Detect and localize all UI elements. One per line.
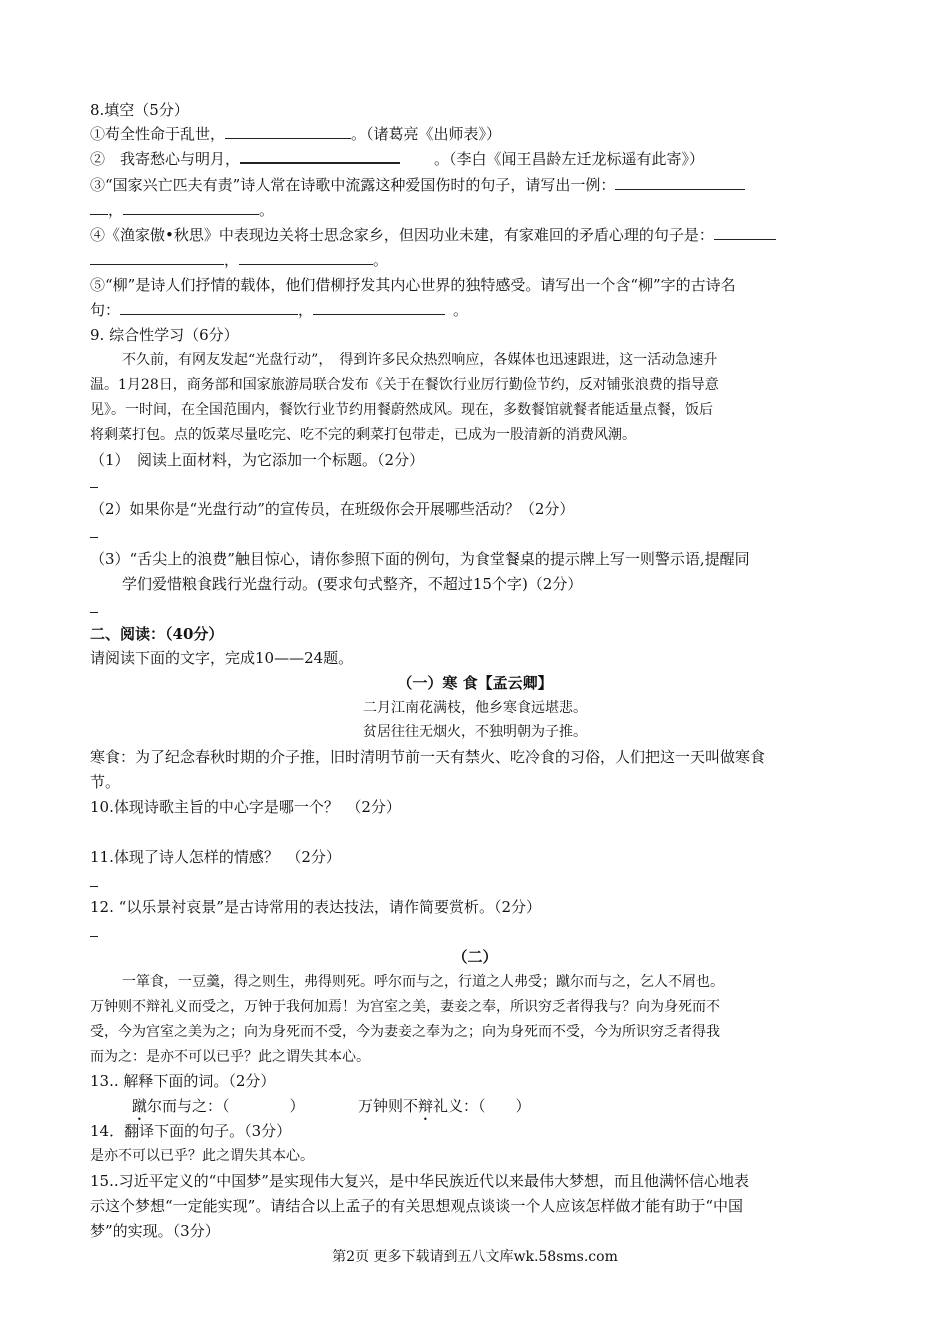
q8-line1 xyxy=(90,122,501,146)
classical-text-line: 而为之：是亦不可以已乎？此之谓失其本心。 xyxy=(90,1049,370,1065)
q8-line5: ⑤“柳”是诗人们抒情的载体，他们借柳抒发其内心世界的独特感受。请写出一个含“柳”字的古诗名 xyxy=(90,276,736,294)
q13b-pre: 万钟则不 xyxy=(358,1097,419,1115)
poem-note: 寒食：为了纪念春秋时期的介子推，旧时清明节前一天有禁火、吃冷食的习俗，人们把这一天叫做寒食 xyxy=(90,748,766,766)
q15: 15..习近平定义的“中国梦”是实现伟大复兴，是中华民族近代以来最伟大梦想，而且他满怀信心地表 xyxy=(90,1172,749,1190)
classical-text-line: 受，今为宫室之美为之；向为身死而不受，今为妻妾之奉为之；向为身死而不受，今为所识穷乏者得我 xyxy=(90,1024,720,1040)
separator: ， xyxy=(224,251,240,269)
answer-line[interactable] xyxy=(90,886,98,887)
q9-title: 9. 综合性学习（6分） xyxy=(90,326,239,344)
q13a-post[interactable]: 尔而与之：（ ） xyxy=(147,1097,305,1115)
answer-blank[interactable] xyxy=(239,249,373,265)
separator: ， xyxy=(108,201,124,219)
q9-sub3: （3）“舌尖上的浪费”触目惊心，请你参照下面的例句，为食堂餐桌的提示牌上写一则警示语,提醒同 xyxy=(90,550,750,568)
q14-sentence: 是亦不可以已乎？此之谓失其本心。 xyxy=(90,1148,314,1164)
q14: 14．翻译下面的句子。（3分） xyxy=(90,1122,292,1140)
answer-blank[interactable] xyxy=(90,249,224,265)
answer-blank[interactable] xyxy=(90,199,108,215)
q8-line1-prompt: ①苟全性命于乱世， xyxy=(90,125,226,143)
q9-material-line: 见》。一时间，在全国范围内，餐饮行业节约用餐蔚然成风。现在，多数餐馆就餐者能适量点餐，饭后 xyxy=(90,402,713,418)
answer-blank[interactable] xyxy=(714,224,776,240)
classical-text-line: 万钟则不辩礼义而受之，万钟于我何加焉！为宫室之美，妻妾之奉，所识穷乏者得我与？向为身死而不 xyxy=(90,999,720,1015)
q9-sub1: （1） 阅读上面材料，为它添加一个标题。（2分） xyxy=(90,451,425,469)
q8-line3-prompt: ③“国家兴亡匹夫有责”诗人常在诗歌中流露这种爱国伤时的句子，请写出一例： xyxy=(90,176,616,194)
poem-title: （一）寒 食【孟云卿】 xyxy=(397,674,553,692)
q8-line4 xyxy=(90,223,776,247)
q8-line5-cont xyxy=(90,298,468,322)
q13b-post[interactable]: 礼义：（ ） xyxy=(433,1097,531,1115)
answer-blank[interactable] xyxy=(225,123,351,139)
poem-line: 贫居往往无烟火，不独明朝为子推。 xyxy=(363,724,587,740)
answer-line[interactable] xyxy=(90,612,98,613)
q12: 12. “以乐景衬哀景”是古诗常用的表达技法，请作简要赏析。（2分） xyxy=(90,898,542,916)
q15-cont: 梦”的实现。（3分） xyxy=(90,1222,220,1240)
q9-sub3-cont: 学们爱惜粮食践行光盘行动。(要求句式整齐，不超过15个字)（2分） xyxy=(122,575,583,593)
q8-line1-source: 。（诸葛亮《出师表》） xyxy=(351,125,502,143)
end-mark: 。 xyxy=(259,201,275,219)
line-start: 句： xyxy=(90,301,121,319)
page-footer: 第2页 更多下载请到五八文库wk.58sms.com xyxy=(332,1249,618,1265)
q13-item-b xyxy=(358,1094,531,1124)
dotted-word: 辩 xyxy=(418,1097,434,1115)
q8-line4-cont xyxy=(90,248,388,272)
answer-line[interactable] xyxy=(90,487,98,488)
poem-note-cont: 节。 xyxy=(90,773,121,791)
answer-blank[interactable] xyxy=(615,174,745,190)
q8-line3-cont xyxy=(90,198,274,222)
q11: 11.体现了诗人怎样的情感？ （2分） xyxy=(90,848,341,866)
separator: ， xyxy=(298,301,314,319)
q8-line2-source: 。（李白《闻王昌龄左迁龙标遥有此寄》） xyxy=(434,150,705,168)
q8-title: 8.填空（5分） xyxy=(90,101,189,119)
q8-line3 xyxy=(90,173,745,197)
answer-blank[interactable] xyxy=(123,199,259,215)
q9-material-line: 不久前，有网友发起“光盘行动”， 得到许多民众热烈响应，各媒体也迅速跟进，这一活动急速升 xyxy=(122,352,718,368)
q10: 10.体现诗歌主旨的中心字是哪一个？ （2分） xyxy=(90,798,401,816)
answer-blank[interactable] xyxy=(240,147,400,164)
dotted-word: 蹴 xyxy=(132,1097,148,1115)
answer-blank[interactable] xyxy=(120,299,298,315)
q15-cont: 示这个梦想“一定能实现”。请结合以上孟子的有关思想观点谈谈一个人应该怎样做才能有助于“中国 xyxy=(90,1197,744,1215)
q8-line4-prompt: ④《渔家傲•秋思》中表现边关将士思念家乡，但因功业未建，有家难回的矛盾心理的句子是： xyxy=(90,226,714,244)
answer-line[interactable] xyxy=(90,936,98,937)
end-mark: 。 xyxy=(373,251,389,269)
answer-blank[interactable] xyxy=(313,299,445,315)
poem-line: 二月江南花满枝，他乡寒食远堪悲。 xyxy=(363,700,587,716)
q8-line2 xyxy=(90,147,704,171)
q13: 13.. 解释下面的词。（2分） xyxy=(90,1072,276,1090)
q8-line2-prompt: ② 我寄愁心与明月， xyxy=(90,150,241,168)
q9-material-line: 将剩菜打包。点的饭菜尽量吃完、吃不完的剩菜打包带走，已成为一股清新的消费风潮。 xyxy=(90,427,636,443)
end-mark: 。 xyxy=(453,301,469,319)
q9-material-line: 温。1月28日，商务部和国家旅游局联合发布《关于在餐饮行业厉行勤俭节约，反对铺张浪费的指导意 xyxy=(90,377,719,393)
q9-sub2: （2）如果你是“光盘行动”的宣传员，在班级你会开展哪些活动？（2分） xyxy=(90,500,575,518)
reading-intro: 请阅读下面的文字，完成10——24题。 xyxy=(90,649,354,667)
classical-text-line: 一箪食，一豆羹，得之则生，弗得则死。呼尔而与之，行道之人弗受；蹴尔而与之，乞人不屑也。 xyxy=(122,974,724,990)
section2-title: （二） xyxy=(452,948,498,966)
answer-line[interactable] xyxy=(90,537,98,538)
reading-section-header: 二、阅读：（40分） xyxy=(90,625,224,643)
